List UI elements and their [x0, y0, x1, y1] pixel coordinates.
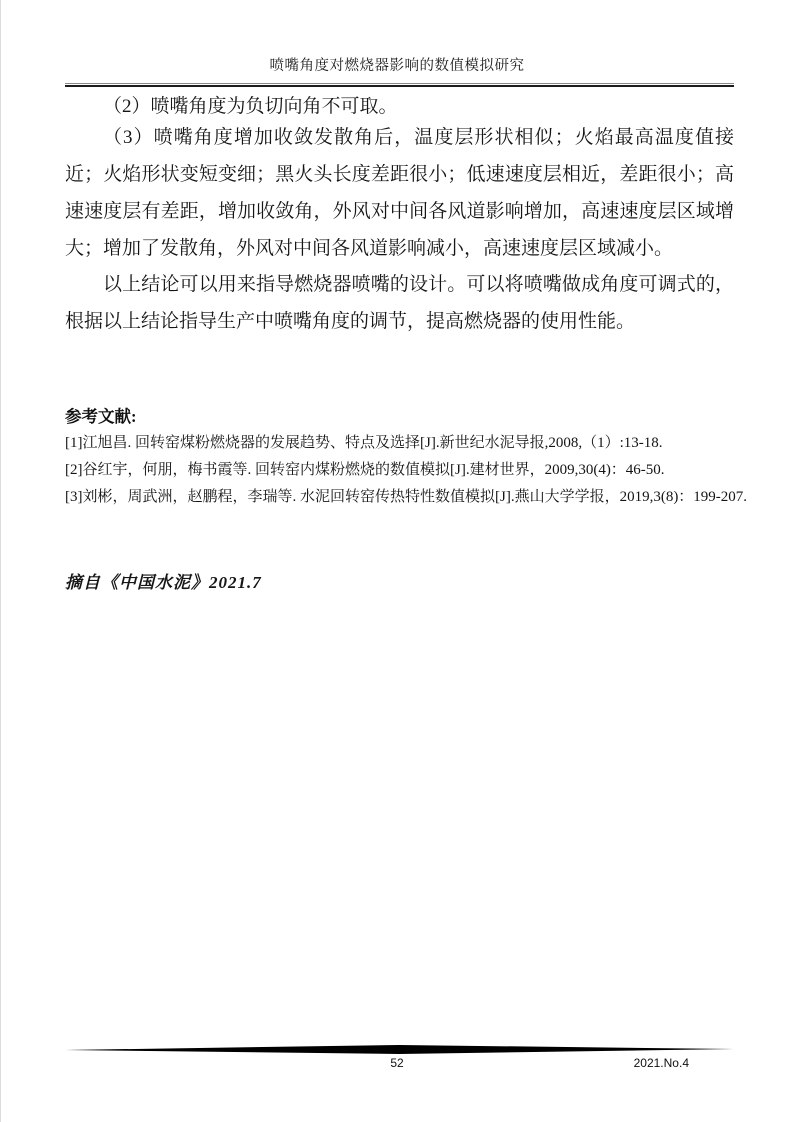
source-note: 摘自《中国水泥》2021.7 [65, 573, 262, 592]
footer-page-number: 52 [390, 1056, 404, 1070]
paragraph-conclusion-2: （2）喷嘴角度为负切向角不可取。 [103, 96, 398, 117]
paragraph-summary: 以上结论可以用来指导燃烧器喷嘴的设计。可以将喷嘴做成角度可调式的，根据以上结论指导生产中喷嘴角度的调节，提高燃烧器的使用性能。 [65, 274, 734, 332]
references-heading: 参考文献: [65, 407, 137, 426]
reference-item-2: [2]谷红宇，何朋，梅书霞等. 回转窑内煤粉燃烧的数值模拟[J].建材世界，2009,30(4)：46-50. [65, 462, 665, 478]
footer-issue-label: 2021.No.4 [633, 1056, 689, 1070]
reference-item-3: [3]刘彬，周武洲，赵鹏程，李瑞等. 水泥回转窑传热特性数值模拟[J].燕山大学学报，2019,3(8)：199-207. [65, 489, 748, 505]
footer-divider-rule [65, 1045, 734, 1054]
references-list [65, 430, 765, 511]
header-rule [65, 83, 734, 87]
paragraph-conclusion-3: （3）喷嘴角度增加收敛发散角后，温度层形状相似；火焰最高温度值接近；火焰形状变短变细；黑火头长度差距很小；低速速度层相近，差距很小；高速速度层有差距，增加收敛角，外风对中间各风道影响增加，高速速度层区域增大；增加了发散角，外风对中间各风道影响减小，高速速度层区域减小。 [65, 127, 734, 259]
running-header-title: 喷嘴角度对燃烧器影响的数值模拟研究 [269, 58, 525, 74]
reference-item-1: [1]江旭昌. 回转窑煤粉燃烧器的发展趋势、特点及选择[J].新世纪水泥导报,2008,（1）:13-18. [65, 435, 663, 451]
